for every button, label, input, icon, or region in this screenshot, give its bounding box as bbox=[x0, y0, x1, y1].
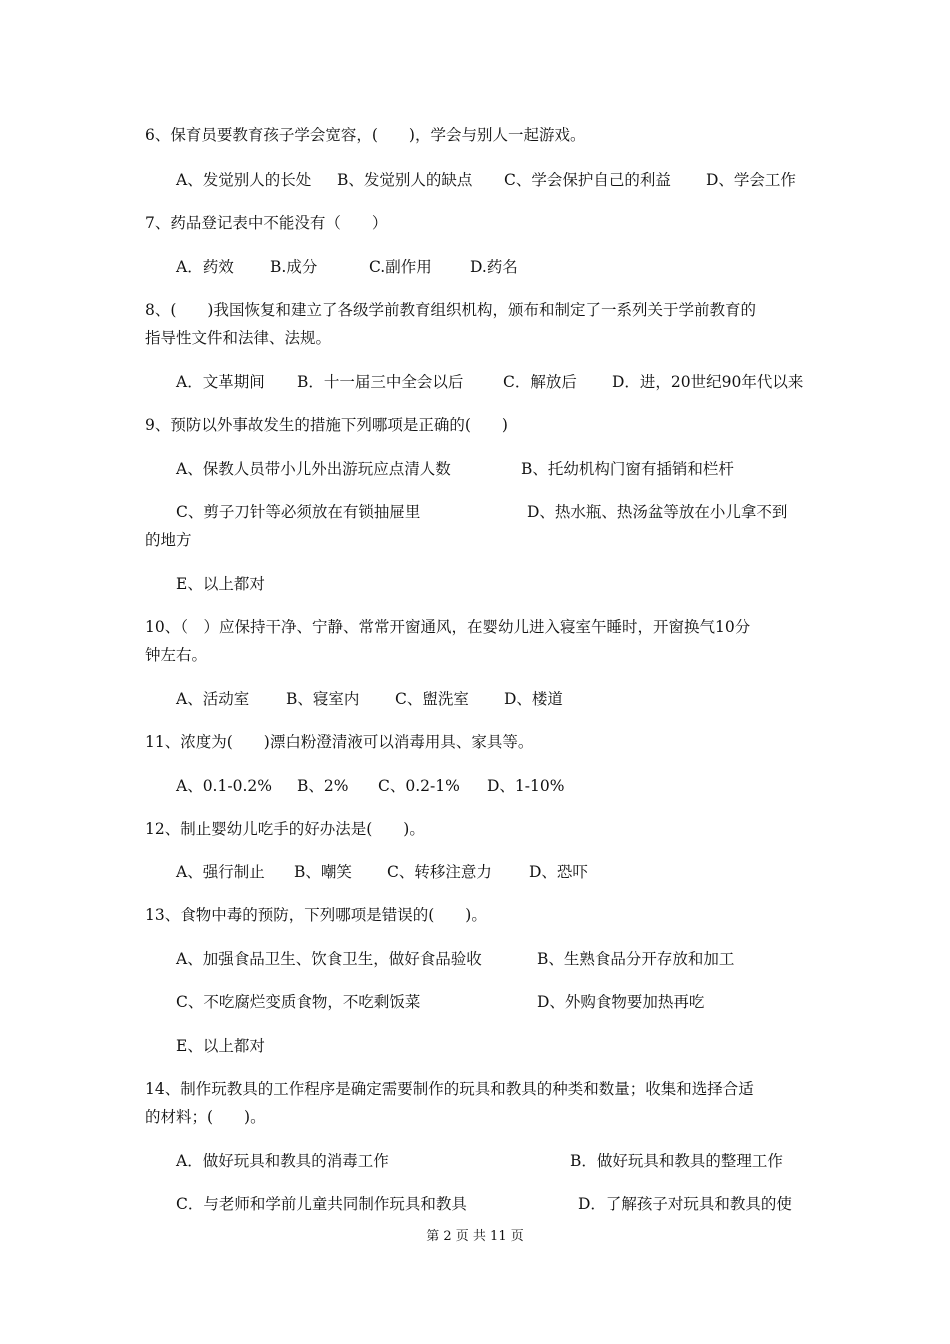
question-14-stem: 14、制作玩教具的工作程序是确定需要制作的玩具和教具的种类和数量；收集和选择合适 bbox=[145, 1080, 754, 1098]
q9-option-d: D、热水瓶、热汤盆等放在小儿拿不到 bbox=[527, 503, 788, 521]
q14-option-b: B．做好玩具和教具的整理工作 bbox=[570, 1152, 783, 1170]
q10-option-b: B、寝室内 bbox=[286, 690, 360, 708]
q8-option-d: D．进，20世纪90年代以来 bbox=[612, 373, 804, 391]
q11-option-b: B、2% bbox=[297, 777, 349, 795]
q14-option-c: C．与老师和学前儿童共同制作玩具和教具 bbox=[176, 1195, 467, 1213]
question-10-stem-line-2: 钟左右。 bbox=[145, 646, 208, 664]
q11-option-c: C、0.2-1% bbox=[378, 777, 460, 795]
q11-option-a: A、0.1-0.2% bbox=[176, 777, 272, 795]
q13-option-c: C、不吃腐烂变质食物，不吃剩饭菜 bbox=[176, 993, 421, 1011]
question-11-stem: 11、浓度为( )漂白粉澄清液可以消毒用具、家具等。 bbox=[145, 733, 534, 751]
question-10-stem: 10、（ ）应保持干净、宁静、常常开窗通风，在婴幼儿进入寝室午睡时，开窗换气10分 bbox=[145, 618, 751, 636]
q7-option-b: B.成分 bbox=[270, 258, 318, 276]
question-9-stem: 9、预防以外事故发生的措施下列哪项是正确的( ) bbox=[145, 416, 508, 434]
q14-option-a: A．做好玩具和教具的消毒工作 bbox=[176, 1152, 389, 1170]
q10-option-a: A、活动室 bbox=[176, 690, 250, 708]
q9-option-d-continuation: 的地方 bbox=[145, 531, 192, 549]
question-12-stem: 12、制止婴幼儿吃手的好办法是( )。 bbox=[145, 820, 425, 838]
question-13-stem: 13、食物中毒的预防，下列哪项是错误的( )。 bbox=[145, 906, 487, 924]
q9-option-a: A、保教人员带小儿外出游玩应点清人数 bbox=[176, 460, 451, 478]
q13-option-a: A、加强食品卫生、饮食卫生，做好食品验收 bbox=[176, 950, 482, 968]
q8-option-b: B．十一届三中全会以后 bbox=[297, 373, 464, 391]
q10-option-d: D、楼道 bbox=[504, 690, 563, 708]
question-6-stem: 6、保育员要教育孩子学会宽容，( )，学会与别人一起游戏。 bbox=[145, 126, 586, 144]
q7-option-c: C.副作用 bbox=[369, 258, 432, 276]
q6-option-c: C、学会保护自己的利益 bbox=[504, 171, 671, 189]
question-8-stem: 8、( )我国恢复和建立了各级学前教育组织机构，颁布和制定了一系列关于学前教育的 bbox=[145, 301, 756, 319]
q11-option-d: D、1-10% bbox=[487, 777, 565, 795]
q13-option-d: D、外购食物要加热再吃 bbox=[537, 993, 705, 1011]
q6-option-d: D、学会工作 bbox=[706, 171, 796, 189]
q12-option-c: C、转移注意力 bbox=[387, 863, 492, 881]
q13-option-e: E、以上都对 bbox=[176, 1037, 265, 1055]
q8-option-c: C．解放后 bbox=[503, 373, 577, 391]
question-8-stem-line-2: 指导性文件和法律、法规。 bbox=[145, 329, 332, 347]
q6-option-a: A、发觉别人的长处 bbox=[176, 171, 312, 189]
q13-option-b: B、生熟食品分开存放和加工 bbox=[537, 950, 735, 968]
q8-option-a: A．文革期间 bbox=[176, 373, 265, 391]
q6-option-b: B、发觉别人的缺点 bbox=[337, 171, 473, 189]
q10-option-c: C、盥洗室 bbox=[395, 690, 469, 708]
q7-option-a: A．药效 bbox=[176, 258, 234, 276]
page-number-footer: 第 2 页 共 11 页 bbox=[426, 1229, 524, 1244]
q12-option-b: B、嘲笑 bbox=[294, 863, 352, 881]
question-14-stem-line-2: 的材料；( )。 bbox=[145, 1108, 266, 1126]
q12-option-a: A、强行制止 bbox=[176, 863, 265, 881]
q9-option-c: C、剪子刀针等必须放在有锁抽屉里 bbox=[176, 503, 421, 521]
q9-option-e: E、以上都对 bbox=[176, 575, 265, 593]
q7-option-d: D.药名 bbox=[470, 258, 518, 276]
q12-option-d: D、恐吓 bbox=[529, 863, 588, 881]
q14-option-d: D．了解孩子对玩具和教具的使 bbox=[578, 1195, 792, 1213]
q9-option-b: B、托幼机构门窗有插销和栏杆 bbox=[521, 460, 734, 478]
question-7-stem: 7、药品登记表中不能没有（ ） bbox=[145, 214, 388, 232]
